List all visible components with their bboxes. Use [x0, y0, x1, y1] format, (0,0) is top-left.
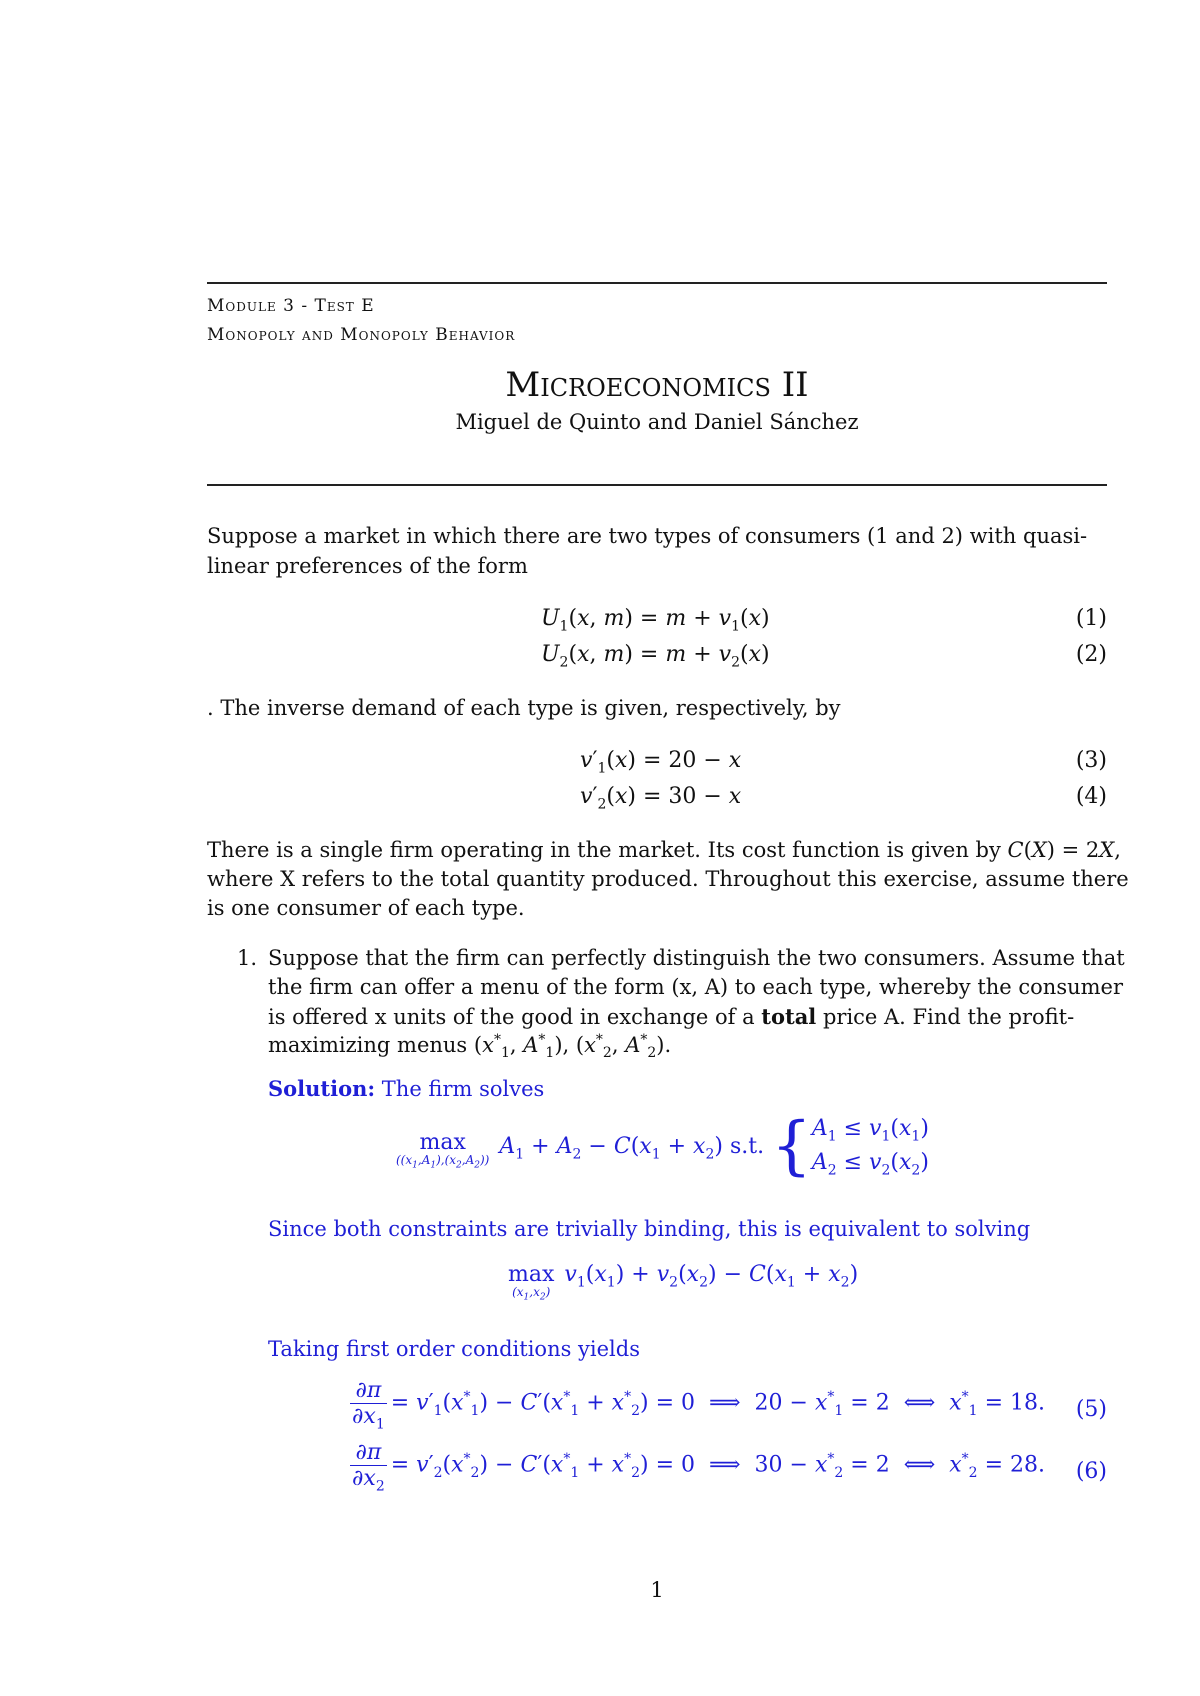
page-number: 1 [650, 1578, 664, 1602]
intro-line-6: is one consumer of each type. [207, 896, 525, 920]
equation-number-5: (5) [1075, 1397, 1107, 1422]
authors: Miguel de Quinto and Daniel Sánchez [455, 410, 859, 434]
module-label: Module 3 - Test E [207, 296, 375, 316]
question-line-3 [268, 1002, 1074, 1032]
solution-text-2: Since both constraints are trivially binding, this is equivalent to solving [268, 1217, 1031, 1241]
question-line-2: the firm can offer a menu of the form (x, A) to each type, whereby the consumer [268, 975, 1124, 999]
title-rule [207, 484, 1107, 486]
intro-line-1: Suppose a market in which there are two types of consumers (1 and 2) with quasi- [207, 524, 1088, 548]
solution-label: Solution: [268, 1076, 376, 1101]
topic-label: Monopoly and Monopoly Behavior [207, 325, 516, 345]
max-operator-2: max $(x_1,x_2)$ [508, 1262, 555, 1303]
equation-3: $v'_1(x) = 20 - x$ [580, 748, 742, 777]
solution-max-problem: max $((x_1,A_1),(x_2,A_2))$ $A_1 + A_2 - C(x_1 + x_2)$ s.t. {$A_1 \le v_1(x_1)$ $A_2 \le v_2(x_2)$ [396, 1109, 929, 1183]
question-line-3c: price A. Find the profit- [816, 1005, 1075, 1029]
equation-2: $U_2(x$, $m) = m + v_2(x)$ [541, 642, 770, 671]
solution-text-1: The firm solves [375, 1077, 545, 1101]
max-operator-1: max $((x_1,A_1),(x_2,A_2))$ [396, 1130, 490, 1171]
solution-max-problem-2: max $(x_1,x_2)$ $v_1(x_1) + v_2(x_2) - C(x_1 + x_2)$ [508, 1262, 859, 1303]
equation-number-3: (3) [1075, 748, 1107, 773]
intro-line-4: There is a single firm operating in the market. Its cost function is given by C(X) = 2X, [207, 838, 1121, 862]
top-rule [207, 282, 1107, 284]
intro-line-2: linear preferences of the form [207, 554, 528, 578]
question-line-4: maximizing menus ($x^*_1$, $A^*_1$), ($x^*_2$, $A^*_2$). [268, 1032, 672, 1062]
equation-number-6: (6) [1075, 1459, 1107, 1484]
equation-number-1: (1) [1075, 606, 1107, 631]
question-line-3a: is offered x units of the good in exchange of a [268, 1005, 762, 1029]
solution-intro [268, 1074, 544, 1104]
constraint-cases: $A_1 \le v_1(x_1)$ $A_2 \le v_2(x_2)$ [811, 1116, 929, 1179]
intro-line-4-text: There is a single firm operating in the market. Its cost function is given by [207, 838, 1001, 862]
question-total-bold: total [761, 1004, 817, 1029]
equation-5: $\frac{\partial\pi}{\partial x_1}$ = $v'_1(x^*_1) - C'(x^*_1 + x^*_2) = 0$ ⟹ $20 - x^*_1 = 2$ ⟺ $x^*_1 = 18$. [352, 1378, 1045, 1433]
equation-number-4: (4) [1075, 784, 1107, 809]
equation-4: $v'_2(x) = 30 - x$ [580, 784, 742, 813]
equation-6: $\frac{\partial\pi}{\partial x_2}$ = $v'_2(x^*_2) - C'(x^*_1 + x^*_2) = 0$ ⟹ $30 - x^*_2 = 2$ ⟺ $x^*_2 = 28$. [352, 1440, 1045, 1495]
left-brace: { [771, 1109, 812, 1183]
equation-number-2: (2) [1075, 642, 1107, 667]
solution-text-3: Taking first order conditions yields [268, 1337, 640, 1361]
equation-1: $U_1(x$, $m) = m + v_1(x)$ [541, 606, 770, 635]
question-number: 1. [237, 946, 258, 970]
intro-line-5: where X refers to the total quantity produced. Throughout this exercise, assume there [207, 867, 1129, 891]
page-title: Microeconomics II [505, 365, 809, 405]
question-line-1: Suppose that the firm can perfectly distinguish the two consumers. Assume that [268, 946, 1125, 970]
question-line-4-text: maximizing menus [268, 1033, 468, 1057]
such-that-label: s.t. [729, 1133, 765, 1159]
intro-line-3: . The inverse demand of each type is given, respectively, by [207, 696, 841, 720]
